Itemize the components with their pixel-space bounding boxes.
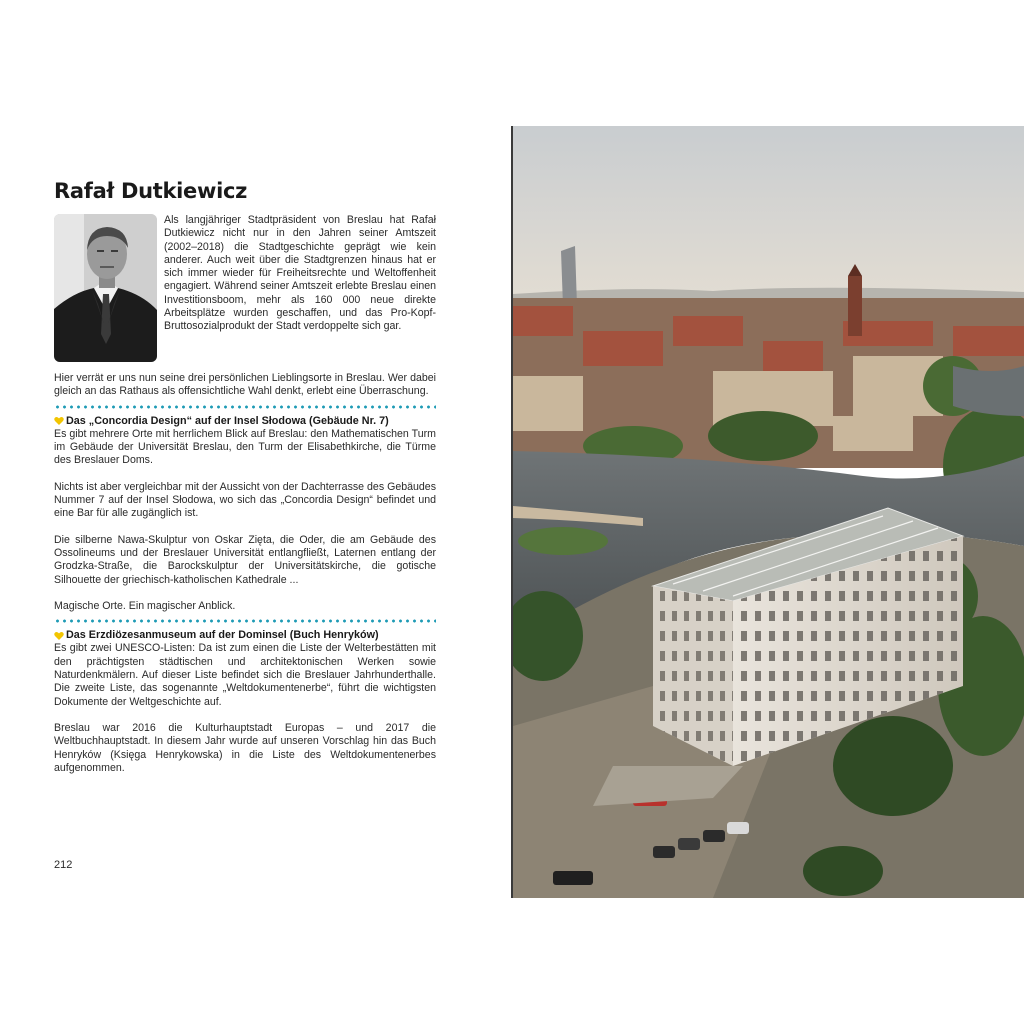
left-page — [54, 178, 436, 775]
section1-paragraph-4: Magische Orte. Ein magischer Anblick. — [54, 599, 236, 612]
section2-paragraph-2: Breslau war 2016 die Kulturhauptstadt Europas – und 2017 die Weltbuchhauptstadt. In diesem Jahr wurde auf unseren Vorschlag hin das Buch Henryków (Księga Henrykowska) in die Liste des Weltdokumentenerbes aufgenommen. — [54, 721, 436, 774]
heart-icon — [54, 631, 64, 641]
section-heading-2 — [54, 629, 436, 642]
lead-paragraph: Hier verrät er uns nun seine drei persönlichen Lieblingsorte in Breslau. Wer dabei gleich an das Rathaus als offensichtliche Wahl denkt, erlebt eine Überraschung. — [54, 372, 436, 398]
aerial-city-illustration — [513, 126, 1024, 898]
intro-block — [54, 214, 436, 372]
city-aerial-photo — [511, 126, 1024, 898]
section1-paragraph-1: Es gibt mehrere Orte mit herrlichem Blick auf Breslau: den Mathematischen Turm im Gebäude der Universität Breslau, den Turm der Elisabethkirche, die Türme des Breslauer Doms. — [54, 427, 436, 467]
section2-paragraph-1: Es gibt zwei UNESCO-Listen: Da ist zum einen die Liste der Welterbestätten mit den prächtigsten städtischen und architektonischen Werken sowie Naturdenkmälern. Auf dieser Liste befindet sich die Breslauer Jahrhunderthalle. Die zweite Liste, das sogenannte „Weltdokumentenerbe“, führt die wichtigsten Dokumente der Weltgeschichte auf. — [54, 642, 436, 708]
intro-text: Als langjähriger Stadtpräsident von Breslau hat Rafał Dutkiewicz nicht nur in den Jahren seiner Amtszeit (2002–2018) die Stadtgeschichte geprägt wie kein anderer. Auch weit über die Stadtgrenzen hinaus hat er sich immer wieder für Freiheitsrechte und Weltoffenheit engagiert. Während seiner Amtszeit erlebte Breslau einen Investitionsboom, mehr als 160 000 neue direkte Arbeitsplätze wurden geschaffen, und das Pro-Kopf-Bruttosozialprodukt der Stadt verdoppelte sich gar. — [164, 214, 436, 333]
portrait-photo — [54, 214, 157, 362]
section-title-2: Das Erzdiözesanmuseum auf der Dominsel (Buch Henryków) — [66, 629, 379, 642]
section-title-1: Das „Concordia Design“ auf der Insel Słodowa (Gebäude Nr. 7) — [66, 414, 389, 427]
section-heading-1 — [54, 415, 436, 428]
page-number: 212 — [54, 859, 73, 871]
dotted-divider — [54, 405, 436, 409]
portrait-illustration — [54, 214, 157, 362]
section1-paragraph-3: Die silberne Nawa-Skulptur von Oskar Zięta, die Oder, die am Gebäude des Ossolineums und der Breslauer Universität entlangfließt, Laternen entlang der Grodzka-Straße, die Barockskulptur der Universitätskirche, die gotische Silhouette der griechisch-katholischen Kathedrale ... — [54, 533, 436, 586]
page-title: Rafał Dutkiewicz — [54, 179, 248, 203]
heart-icon — [54, 416, 64, 426]
section1-paragraph-2: Nichts ist aber vergleichbar mit der Aussicht von der Dachterrasse des Gebäudes Nummer 7 auf der Insel Słodowa, wo sich das „Concordia Design“ befindet und eine Bar für alle zugänglich ist. — [54, 480, 436, 520]
dotted-divider — [54, 619, 436, 623]
